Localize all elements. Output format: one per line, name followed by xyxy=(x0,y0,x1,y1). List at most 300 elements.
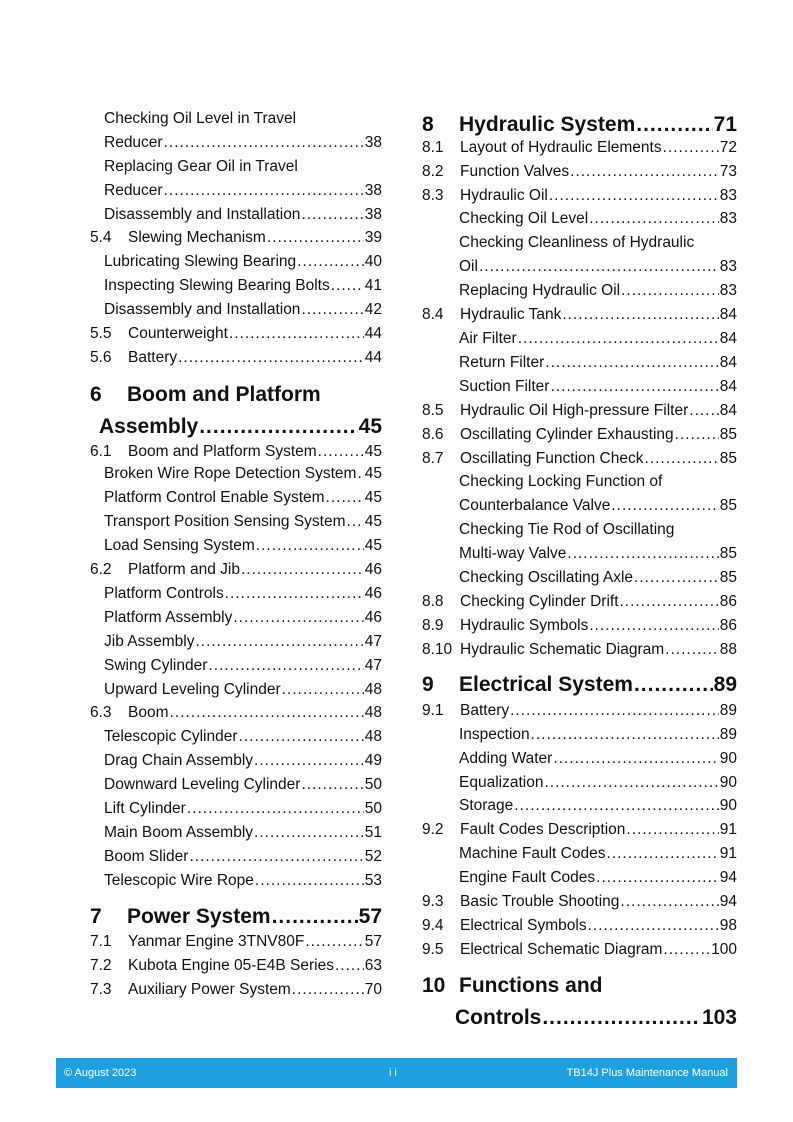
dot-leader xyxy=(553,750,718,768)
dot-leader xyxy=(187,800,364,818)
page-number: 70 xyxy=(364,981,382,998)
page-number: 53 xyxy=(364,872,382,889)
toc-section-entry[interactable] xyxy=(422,402,737,420)
toc-chapter-entry[interactable] xyxy=(422,673,737,697)
entry-title: Hydraulic Tank xyxy=(460,306,562,323)
dot-leader xyxy=(479,258,719,276)
page-number: 86 xyxy=(719,617,737,634)
toc-subsection-entry[interactable] xyxy=(422,726,737,744)
page-number: 46 xyxy=(364,585,382,602)
dot-leader xyxy=(318,443,364,461)
toc-subsection-entry[interactable] xyxy=(422,797,737,815)
section-number: 6.1 xyxy=(90,443,112,460)
toc-section-entry[interactable] xyxy=(90,561,382,579)
entry-title: Checking Oil Level in Travel xyxy=(104,110,297,127)
entry-title: Inspection xyxy=(459,726,530,743)
entry-title: Boom Slider xyxy=(104,848,189,865)
entry-title: Main Boom Assembly xyxy=(104,824,254,841)
page-number: 45 xyxy=(364,443,382,460)
dot-leader xyxy=(634,569,719,587)
page-number: 47 xyxy=(364,633,382,650)
section-number: 5.4 xyxy=(90,229,112,246)
toc-chapter-entry[interactable] xyxy=(90,383,382,407)
dot-leader xyxy=(689,402,718,420)
entry-title: Multi-way Valve xyxy=(459,545,567,562)
chapter-number: 8 xyxy=(422,113,434,136)
page-number: 83 xyxy=(719,187,737,204)
page-number: 42 xyxy=(364,301,382,318)
page-number: 89 xyxy=(713,673,737,696)
toc-section-entry[interactable] xyxy=(90,704,382,722)
entry-title: Replacing Hydraulic Oil xyxy=(459,282,621,299)
toc-section-entry[interactable] xyxy=(422,941,737,959)
page-number: 50 xyxy=(364,800,382,817)
page-number: 94 xyxy=(719,893,737,910)
entry-title: Telescopic Cylinder xyxy=(104,728,238,745)
dot-leader xyxy=(229,325,364,343)
toc-subsection-entry[interactable] xyxy=(422,210,737,228)
toc-subsection-entry[interactable] xyxy=(90,182,382,200)
chapter-number: 7 xyxy=(90,905,102,928)
section-number: 5.6 xyxy=(90,349,112,366)
page-number: 38 xyxy=(364,182,382,199)
entry-title: Battery xyxy=(460,702,510,719)
toc-section-entry[interactable] xyxy=(90,957,382,975)
entry-title: Fault Codes Description xyxy=(460,821,626,838)
dot-leader xyxy=(589,617,718,635)
page-number: 45 xyxy=(364,489,382,506)
dot-leader xyxy=(606,845,718,863)
page-number: 85 xyxy=(719,426,737,443)
entry-title: Engine Fault Codes xyxy=(459,869,596,886)
toc-subsection-entry[interactable] xyxy=(90,800,382,818)
toc-section-entry[interactable] xyxy=(422,641,737,659)
entry-title: Kubota Engine 05-E4B Series xyxy=(128,957,334,974)
entry-title: Slewing Mechanism xyxy=(128,229,266,246)
dot-leader xyxy=(596,869,719,887)
section-number: 9.4 xyxy=(422,917,444,934)
toc-subsection-entry[interactable] xyxy=(422,473,737,491)
toc-subsection-entry[interactable] xyxy=(90,513,382,531)
toc-subsection-entry[interactable] xyxy=(422,354,737,372)
page-number: 84 xyxy=(719,306,737,323)
entry-title: Checking Tie Rod of Oscillating xyxy=(459,521,675,538)
toc-subsection-entry[interactable] xyxy=(90,657,382,675)
toc-section-entry[interactable] xyxy=(422,306,737,324)
entry-title: Upward Leveling Cylinder xyxy=(104,681,281,698)
dot-leader xyxy=(254,824,364,842)
section-number: 5.5 xyxy=(90,325,112,342)
toc-chapter-entry[interactable] xyxy=(90,905,382,929)
dot-leader xyxy=(233,609,363,627)
section-number: 8.4 xyxy=(422,306,444,323)
dot-leader xyxy=(331,277,364,295)
toc-subsection-entry[interactable] xyxy=(422,845,737,863)
toc-section-entry[interactable] xyxy=(422,187,737,205)
entry-title: Boom xyxy=(128,704,169,721)
dot-leader xyxy=(542,1006,701,1030)
entry-title: Hydraulic Schematic Diagram xyxy=(460,641,665,658)
dot-leader xyxy=(544,774,718,792)
toc-section-entry[interactable] xyxy=(422,450,737,468)
toc-section-entry[interactable] xyxy=(422,163,737,181)
dot-leader xyxy=(241,561,364,579)
toc-subsection-entry[interactable] xyxy=(90,465,382,483)
entry-title: Functions and xyxy=(459,974,603,997)
entry-title: Hydraulic Symbols xyxy=(460,617,589,634)
entry-title: Disassembly and Installation xyxy=(104,206,301,223)
dot-leader xyxy=(301,776,363,794)
toc-chapter-entry-continued[interactable] xyxy=(90,415,382,439)
entry-title: Swing Cylinder xyxy=(104,657,208,674)
toc-section-entry[interactable] xyxy=(422,893,737,911)
entry-title: Air Filter xyxy=(459,330,517,347)
entry-title: Checking Oil Level xyxy=(459,210,589,227)
page-number: 84 xyxy=(719,354,737,371)
entry-title: Hydraulic System xyxy=(459,113,636,136)
toc-subsection-entry[interactable] xyxy=(422,750,737,768)
dot-leader xyxy=(545,354,718,372)
page-number: 39 xyxy=(364,229,382,246)
toc-subsection-entry[interactable] xyxy=(90,277,382,295)
dot-leader xyxy=(550,378,718,396)
dot-leader xyxy=(164,134,364,152)
toc-subsection-entry[interactable] xyxy=(422,282,737,300)
entry-title: Drag Chain Assembly xyxy=(104,752,254,769)
entry-title: Counterweight xyxy=(128,325,228,342)
section-number: 8.8 xyxy=(422,593,444,610)
entry-title: Load Sensing System xyxy=(104,537,255,554)
dot-leader xyxy=(675,426,719,444)
toc-subsection-entry[interactable] xyxy=(90,489,382,507)
dot-leader xyxy=(297,253,364,271)
entry-title: Suction Filter xyxy=(459,378,550,395)
dot-leader xyxy=(620,593,719,611)
toc-subsection-entry[interactable] xyxy=(422,497,737,515)
toc-section-entry[interactable] xyxy=(90,443,382,461)
page-number: 45 xyxy=(364,537,382,554)
toc-subsection-entry[interactable] xyxy=(90,110,382,128)
toc-subsection-entry[interactable] xyxy=(422,258,737,276)
toc-subsection-entry[interactable] xyxy=(422,774,737,792)
entry-title: Assembly xyxy=(99,415,199,438)
toc-subsection-entry[interactable] xyxy=(422,869,737,887)
entry-title: Electrical System xyxy=(459,673,633,696)
page-number: 63 xyxy=(364,957,382,974)
dot-leader xyxy=(634,673,713,697)
page-number: 91 xyxy=(719,845,737,862)
dot-leader xyxy=(663,941,710,959)
toc-subsection-entry[interactable] xyxy=(90,728,382,746)
toc-subsection-entry[interactable] xyxy=(90,824,382,842)
page-number: 90 xyxy=(719,797,737,814)
entry-title: Broken Wire Rope Detection System xyxy=(104,465,357,482)
toc-chapter-entry[interactable] xyxy=(422,974,737,998)
toc-subsection-entry[interactable] xyxy=(90,158,382,176)
toc-subsection-entry[interactable] xyxy=(90,537,382,555)
entry-title: Checking Cleanliness of Hydraulic xyxy=(459,234,695,251)
page-number: 100 xyxy=(711,941,737,958)
dot-leader xyxy=(588,917,719,935)
dot-leader xyxy=(589,210,719,228)
section-number: 8.2 xyxy=(422,163,444,180)
toc-section-entry[interactable] xyxy=(90,349,382,367)
toc-subsection-entry[interactable] xyxy=(90,776,382,794)
dot-leader xyxy=(170,704,364,722)
dot-leader xyxy=(208,657,363,675)
section-number: 9.1 xyxy=(422,702,444,719)
dot-leader xyxy=(292,981,364,999)
toc-section-entry[interactable] xyxy=(422,617,737,635)
toc-subsection-entry[interactable] xyxy=(422,378,737,396)
page-number: 85 xyxy=(719,450,737,467)
entry-title: Checking Locking Function of xyxy=(459,473,663,490)
dot-leader xyxy=(178,349,364,367)
entry-title: Boom and Platform System xyxy=(128,443,317,460)
entry-title: Storage xyxy=(459,797,514,814)
dot-leader xyxy=(611,497,718,515)
toc-subsection-entry[interactable] xyxy=(422,569,737,587)
entry-title: Jib Assembly xyxy=(104,633,195,650)
entry-title: Transport Position Sensing System xyxy=(104,513,346,530)
footer-page-number: i i xyxy=(389,1067,397,1079)
entry-title: Replacing Gear Oil in Travel xyxy=(104,158,298,175)
page-number: 48 xyxy=(364,704,382,721)
section-number: 7.2 xyxy=(90,957,112,974)
toc-subsection-entry[interactable] xyxy=(90,848,382,866)
page-number: 85 xyxy=(719,497,737,514)
entry-title: Return Filter xyxy=(459,354,545,371)
dot-leader xyxy=(620,893,718,911)
toc-chapter-entry[interactable] xyxy=(422,113,737,137)
page-number: 94 xyxy=(719,869,737,886)
entry-title: Reducer xyxy=(104,134,163,151)
page-number: 91 xyxy=(719,821,737,838)
dot-leader xyxy=(301,301,363,319)
chapter-number: 9 xyxy=(422,673,434,696)
page-number: 46 xyxy=(364,609,382,626)
entry-title: Battery xyxy=(128,349,178,366)
page-number: 84 xyxy=(719,402,737,419)
dot-leader xyxy=(518,330,719,348)
page-number: 89 xyxy=(719,702,737,719)
toc-subsection-entry[interactable] xyxy=(90,681,382,699)
page-number: 49 xyxy=(364,752,382,769)
entry-title: Basic Trouble Shooting xyxy=(460,893,620,910)
page-number: 73 xyxy=(719,163,737,180)
toc-chapter-entry-continued[interactable] xyxy=(422,1006,737,1030)
page-number: 85 xyxy=(719,545,737,562)
section-number: 8.9 xyxy=(422,617,444,634)
page-number: 88 xyxy=(719,641,737,658)
toc-section-entry[interactable] xyxy=(90,981,382,999)
dot-leader xyxy=(514,797,718,815)
dot-leader xyxy=(255,872,364,890)
entry-title: Electrical Symbols xyxy=(460,917,587,934)
entry-title: Platform Control Enable System xyxy=(104,489,325,506)
page-number: 85 xyxy=(719,569,737,586)
dot-leader xyxy=(225,585,364,603)
dot-leader xyxy=(549,187,719,205)
page-number: 45 xyxy=(358,415,382,438)
dot-leader xyxy=(626,821,718,839)
dot-leader xyxy=(663,139,719,157)
dot-leader xyxy=(531,726,719,744)
section-number: 6.3 xyxy=(90,704,112,721)
page-number: 40 xyxy=(364,253,382,270)
entry-title: Telescopic Wire Rope xyxy=(104,872,254,889)
toc-section-entry[interactable] xyxy=(90,325,382,343)
dot-leader xyxy=(335,957,364,975)
dot-leader xyxy=(326,489,364,507)
dot-leader xyxy=(347,513,364,531)
toc-section-entry[interactable] xyxy=(422,702,737,720)
section-number: 8.7 xyxy=(422,450,444,467)
page-number: 98 xyxy=(719,917,737,934)
page-number: 51 xyxy=(364,824,382,841)
entry-title: Auxiliary Power System xyxy=(128,981,291,998)
toc-section-entry[interactable] xyxy=(422,821,737,839)
entry-title: Downward Leveling Cylinder xyxy=(104,776,301,793)
footer-manual-title: TB14J Plus Maintenance Manual xyxy=(566,1067,728,1079)
page-number: 50 xyxy=(364,776,382,793)
toc-section-entry[interactable] xyxy=(422,139,737,157)
entry-title: Platform and Jib xyxy=(128,561,240,578)
page-number: 90 xyxy=(719,750,737,767)
page-number: 48 xyxy=(364,681,382,698)
toc-subsection-entry[interactable] xyxy=(90,872,382,890)
section-number: 9.2 xyxy=(422,821,444,838)
toc-subsection-entry[interactable] xyxy=(422,330,737,348)
dot-leader xyxy=(621,282,719,300)
dot-leader xyxy=(645,450,719,468)
page-number: 41 xyxy=(364,277,382,294)
entry-title: Hydraulic Oil High-pressure Filter xyxy=(460,402,689,419)
entry-title: Adding Water xyxy=(459,750,553,767)
entry-title: Layout of Hydraulic Elements xyxy=(460,139,662,156)
page-number: 83 xyxy=(719,258,737,275)
dot-leader xyxy=(199,415,357,439)
page-number: 83 xyxy=(719,210,737,227)
entry-title: Disassembly and Installation xyxy=(104,301,301,318)
page-number: 84 xyxy=(719,330,737,347)
toc-subsection-entry[interactable] xyxy=(90,253,382,271)
dot-leader xyxy=(195,633,363,651)
toc-subsection-entry[interactable] xyxy=(90,752,382,770)
entry-title: Power System xyxy=(127,905,271,928)
entry-title: Equalization xyxy=(459,774,544,791)
page-number: 89 xyxy=(719,726,737,743)
page-number: 38 xyxy=(364,134,382,151)
entry-title: Boom and Platform xyxy=(127,383,321,406)
toc-subsection-entry[interactable] xyxy=(90,585,382,603)
entry-title: Yanmar Engine 3TNV80F xyxy=(128,933,305,950)
toc-subsection-entry[interactable] xyxy=(422,521,737,539)
toc-section-entry[interactable] xyxy=(422,593,737,611)
chapter-number: 10 xyxy=(422,974,446,997)
page-footer xyxy=(56,1058,737,1088)
section-number: 9.3 xyxy=(422,893,444,910)
page-number: 84 xyxy=(719,378,737,395)
entry-title: Hydraulic Oil xyxy=(460,187,548,204)
entry-title: Inspecting Slewing Bearing Bolts xyxy=(104,277,330,294)
dot-leader xyxy=(301,206,363,224)
page-number: 90 xyxy=(719,774,737,791)
page-number: 46 xyxy=(364,561,382,578)
entry-title: Lift Cylinder xyxy=(104,800,186,817)
entry-title: Platform Assembly xyxy=(104,609,233,626)
dot-leader xyxy=(665,641,719,659)
page-number: 47 xyxy=(364,657,382,674)
entry-title: Function Valves xyxy=(460,163,570,180)
toc-section-entry[interactable] xyxy=(422,917,737,935)
section-number: 8.10 xyxy=(422,641,453,658)
toc-subsection-entry[interactable] xyxy=(90,134,382,152)
page-number: 38 xyxy=(364,206,382,223)
entry-title: Oscillating Function Check xyxy=(460,450,644,467)
toc-subsection-entry[interactable] xyxy=(422,234,737,252)
entry-title: Machine Fault Codes xyxy=(459,845,606,862)
toc-section-entry[interactable] xyxy=(90,933,382,951)
page-number: 52 xyxy=(364,848,382,865)
toc-subsection-entry[interactable] xyxy=(90,206,382,224)
dot-leader xyxy=(254,752,364,770)
section-number: 8.6 xyxy=(422,426,444,443)
toc-section-entry[interactable] xyxy=(422,426,737,444)
page-number: 44 xyxy=(364,325,382,342)
dot-leader xyxy=(305,933,363,951)
entry-title: Controls xyxy=(455,1006,542,1029)
section-number: 9.5 xyxy=(422,941,444,958)
page-number: 71 xyxy=(713,113,737,136)
toc-section-entry[interactable] xyxy=(90,229,382,247)
toc-subsection-entry[interactable] xyxy=(422,545,737,563)
page-number: 45 xyxy=(364,513,382,530)
dot-leader xyxy=(267,229,364,247)
page-number: 57 xyxy=(364,933,382,950)
page-number: 45 xyxy=(364,465,382,482)
page-number: 103 xyxy=(701,1006,737,1029)
entry-title: Checking Cylinder Drift xyxy=(460,593,619,610)
chapter-number: 6 xyxy=(90,383,102,406)
entry-title: Lubricating Slewing Bearing xyxy=(104,253,297,270)
section-number: 7.1 xyxy=(90,933,112,950)
entry-title: Platform Controls xyxy=(104,585,224,602)
entry-title: Oscillating Cylinder Exhausting xyxy=(460,426,674,443)
page-number: 48 xyxy=(364,728,382,745)
dot-leader xyxy=(256,537,364,555)
section-number: 8.5 xyxy=(422,402,444,419)
toc-subsection-entry[interactable] xyxy=(90,633,382,651)
entry-title: Electrical Schematic Diagram xyxy=(460,941,663,958)
page-number: 44 xyxy=(364,349,382,366)
section-number: 8.1 xyxy=(422,139,444,156)
page-number: 83 xyxy=(719,282,737,299)
dot-leader xyxy=(570,163,719,181)
section-number: 6.2 xyxy=(90,561,112,578)
entry-title: Counterbalance Valve xyxy=(459,497,611,514)
dot-leader xyxy=(189,848,363,866)
dot-leader xyxy=(562,306,718,324)
toc-subsection-entry[interactable] xyxy=(90,301,382,319)
toc-subsection-entry[interactable] xyxy=(90,609,382,627)
entry-title: Checking Oscillating Axle xyxy=(459,569,634,586)
section-number: 7.3 xyxy=(90,981,112,998)
entry-title: Reducer xyxy=(104,182,163,199)
dot-leader xyxy=(164,182,364,200)
dot-leader xyxy=(272,905,358,929)
page-number: 57 xyxy=(358,905,382,928)
